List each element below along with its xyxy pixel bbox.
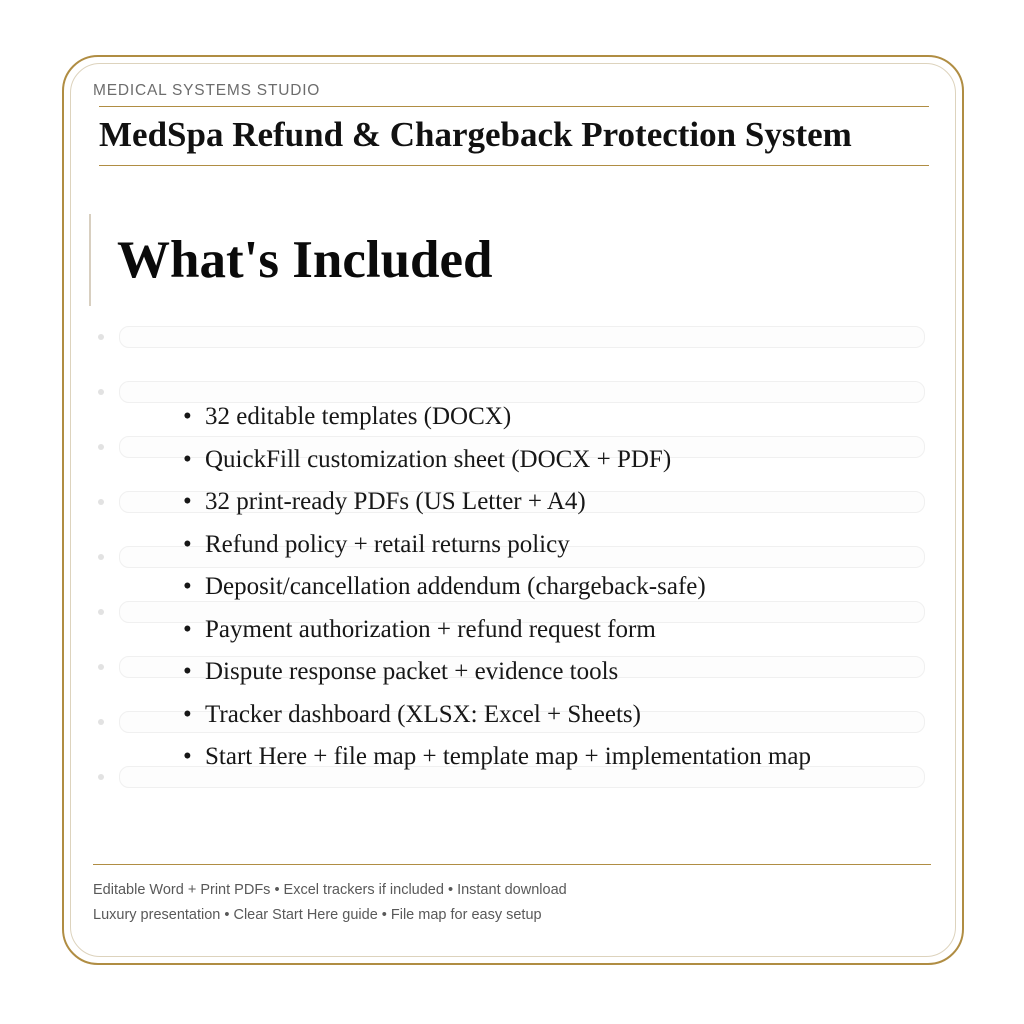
- list-item-label: Payment authorization + refund request form: [205, 615, 656, 643]
- bullet-icon: •: [183, 658, 192, 685]
- list-item: [183, 524, 915, 567]
- bullet-icon: •: [183, 445, 192, 473]
- list-item: [183, 736, 915, 779]
- list-item-label: 32 editable templates (DOCX): [205, 403, 512, 430]
- document-page-inner-border: [70, 63, 956, 957]
- list-item-label: Dispute response packet + evidence tools: [205, 658, 619, 685]
- placeholder-dot-icon: [98, 664, 104, 670]
- bullet-icon: •: [183, 573, 192, 600]
- section-heading: What's Included: [117, 230, 493, 289]
- list-item-label: Refund policy + retail returns policy: [205, 530, 570, 558]
- placeholder-dot-icon: [98, 334, 104, 340]
- placeholder-dot-icon: [98, 609, 104, 615]
- page-title: MedSpa Refund & Chargeback Protection System: [99, 115, 852, 154]
- list-item-label: Start Here + file map + template map + implementation map: [205, 743, 812, 770]
- placeholder-dot-icon: [98, 444, 104, 450]
- list-item: [183, 396, 915, 439]
- list-item: [183, 566, 915, 609]
- list-item: [183, 439, 915, 482]
- placeholder-dot-icon: [98, 554, 104, 560]
- bullet-icon: •: [183, 530, 192, 558]
- placeholder-dot-icon: [98, 774, 104, 780]
- list-item: [183, 651, 915, 694]
- footer-line-2: Luxury presentation • Clear Start Here guide • File map for easy setup: [93, 907, 542, 923]
- section-heading-block: [89, 214, 493, 306]
- list-item-label: Tracker dashboard (XLSX: Excel + Sheets): [205, 700, 641, 728]
- list-item-label: Deposit/cancellation addendum (chargeback-safe): [205, 573, 706, 600]
- bullet-icon: •: [183, 743, 192, 770]
- list-item-label: 32 print-ready PDFs (US Letter + A4): [205, 488, 586, 515]
- placeholder-pill: [119, 326, 925, 348]
- placeholder-dot-icon: [98, 389, 104, 395]
- placeholder-dot-icon: [98, 499, 104, 505]
- placeholder-dot-icon: [98, 719, 104, 725]
- document-page: [62, 55, 964, 965]
- included-items-list: [183, 396, 915, 779]
- list-item: [183, 694, 915, 737]
- bullet-icon: •: [183, 700, 192, 728]
- bullet-icon: •: [183, 403, 192, 430]
- title-banner: [99, 106, 929, 166]
- brand-label: MEDICAL SYSTEMS STUDIO: [93, 82, 321, 99]
- list-item: [183, 481, 915, 524]
- list-item-label: QuickFill customization sheet (DOCX + PDF): [205, 445, 672, 473]
- footer: [93, 864, 931, 928]
- bullet-icon: •: [183, 488, 192, 515]
- bullet-icon: •: [183, 615, 192, 643]
- placeholder-row: [93, 326, 931, 348]
- footer-line-1: Editable Word + Print PDFs • Excel trackers if included • Instant download: [93, 882, 567, 898]
- list-item: [183, 609, 915, 652]
